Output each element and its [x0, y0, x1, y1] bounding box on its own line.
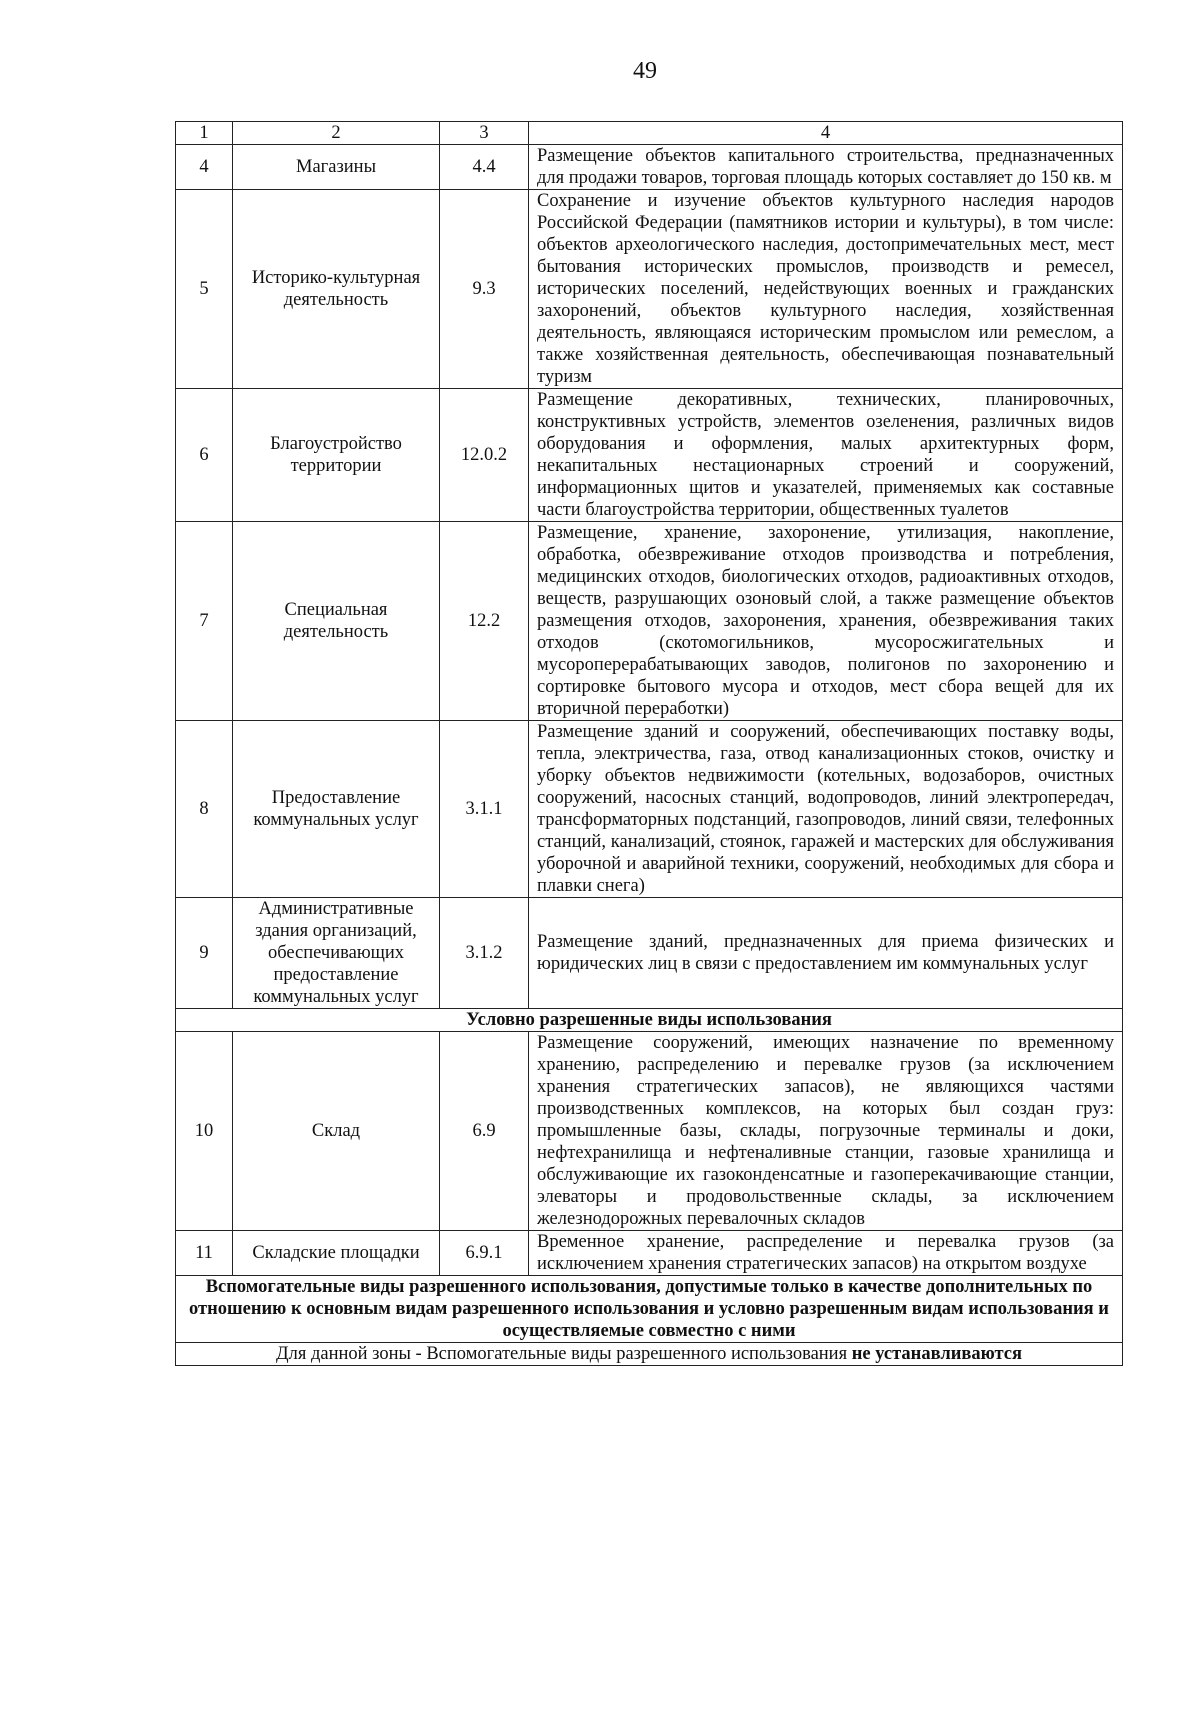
table-row	[176, 898, 1123, 1009]
use-description: Размещение зданий и сооружений, обеспечивающих поставку воды, тепла, электричества, газа, отвод канализационных стоков, очистку и уборку объектов недвижимости (котельных, водозаборов, очистных сооружений, насосных станций, водопроводов, линий электропередач, трансформаторных подстанций, газопроводов, линий связи, телефонных станций, канализаций, стоянок, гаражей и мастерских для обслуживания уборочной и аварийной техники, сооружений, необходимых для сбора и плавки снега)	[529, 721, 1123, 898]
use-description: Временное хранение, распределение и перевалка грузов (за исключением хранения стратегических запасов) на открытом воздухе	[529, 1231, 1123, 1276]
header-cell: 2	[233, 122, 440, 145]
use-name: Административные здания организаций, обеспечивающих предоставление коммунальных услуг	[233, 898, 440, 1009]
table-header-row	[176, 122, 1123, 145]
auxiliary-note	[176, 1343, 1123, 1366]
use-description: Размещение зданий, предназначенных для приема физических и юридических лиц в связи с предоставлением им коммунальных услуг	[529, 898, 1123, 1009]
use-name: Склад	[233, 1032, 440, 1231]
use-code: 3.1.2	[440, 898, 529, 1009]
land-use-table	[175, 121, 1123, 1366]
use-code: 12.2	[440, 522, 529, 721]
row-number: 5	[176, 190, 233, 389]
table-row	[176, 190, 1123, 389]
use-name: Историко-культурная деятельность	[233, 190, 440, 389]
row-number: 11	[176, 1231, 233, 1276]
table-row	[176, 522, 1123, 721]
use-code: 9.3	[440, 190, 529, 389]
row-number: 7	[176, 522, 233, 721]
use-description: Размещение декоративных, технических, планировочных, конструктивных устройств, элементов озеленения, различных видов оборудования и оформления, малых архитектурных форм, некапитальных нестационарных строений и сооружений, информационных щитов и указателей, применяемых как составные части благоустройства территории, общественных туалетов	[529, 389, 1123, 522]
row-number: 9	[176, 898, 233, 1009]
section-title-conditional: Условно разрешенные виды использования	[176, 1009, 1123, 1032]
table-row	[176, 389, 1123, 522]
row-number: 4	[176, 145, 233, 190]
table-row	[176, 145, 1123, 190]
use-description: Размещение сооружений, имеющих назначение по временному хранению, распределению и перевалке грузов (за исключением хранения стратегических запасов), не являющихся частями производственных комплексов, на которых был создан груз: промышленные базы, склады, погрузочные терминалы и доки, нефтехранилища и нефтеналивные станции, газовые хранилища и обслуживающие их газоконденсатные и газоперекачивающие станции, элеваторы и продовольственные склады, за исключением железнодорожных перевалочных складов	[529, 1032, 1123, 1231]
use-code: 4.4	[440, 145, 529, 190]
row-number: 8	[176, 721, 233, 898]
use-name: Специальная деятельность	[233, 522, 440, 721]
use-code: 6.9	[440, 1032, 529, 1231]
table-row	[176, 1231, 1123, 1276]
row-number: 10	[176, 1032, 233, 1231]
use-code: 6.9.1	[440, 1231, 529, 1276]
table-row	[176, 721, 1123, 898]
auxiliary-note-emphasis: не устанавливаются	[851, 1344, 1023, 1364]
header-cell: 3	[440, 122, 529, 145]
use-description: Размещение, хранение, захоронение, утилизация, накопление, обработка, обезвреживание отходов производства и потребления, медицинских отходов, биологических отходов, радиоактивных отходов, веществ, разрушающих озоновый слой, а также размещение объектов размещения отходов, захоронения, хранения, обезвреживания таких отходов (скотомогильников, мусоросжигательных и мусороперерабатывающих заводов, полигонов по захоронению и сортировке бытового мусора и отходов, мест сбора вещей для их вторичной переработки)	[529, 522, 1123, 721]
header-cell: 4	[529, 122, 1123, 145]
section-row	[176, 1343, 1123, 1366]
auxiliary-note-text: Для данной зоны - Вспомогательные виды разрешенного использования	[275, 1344, 852, 1364]
use-code: 3.1.1	[440, 721, 529, 898]
use-code: 12.0.2	[440, 389, 529, 522]
section-title-auxiliary: Вспомогательные виды разрешенного использования, допустимые только в качестве дополнительных по отношению к основным видам разрешенного использования и условно разрешенным видам использования и осуществляемые совместно с ними	[176, 1276, 1123, 1343]
row-number: 6	[176, 389, 233, 522]
use-description: Сохранение и изучение объектов культурного наследия народов Российской Федерации (памятников истории и культуры), в том числе: объектов археологического наследия, достопримечательных мест, мест бытования исторических промыслов, производств и ремесел, исторических поселений, недействующих военных и гражданских захоронений, объектов культурного наследия, хозяйственная деятельность, являющаяся историческим промыслом или ремеслом, а также хозяйственная деятельность, обеспечивающая познавательный туризм	[529, 190, 1123, 389]
table-row	[176, 1032, 1123, 1231]
use-name: Предоставление коммунальных услуг	[233, 721, 440, 898]
use-name: Магазины	[233, 145, 440, 190]
use-name: Складские площадки	[233, 1231, 440, 1276]
use-description: Размещение объектов капитального строительства, предназначенных для продажи товаров, торговая площадь которых составляет до 150 кв. м	[529, 145, 1123, 190]
page-number: 49	[633, 58, 657, 84]
section-row	[176, 1009, 1123, 1032]
header-cell: 1	[176, 122, 233, 145]
section-row	[176, 1276, 1123, 1343]
use-name: Благоустройство территории	[233, 389, 440, 522]
